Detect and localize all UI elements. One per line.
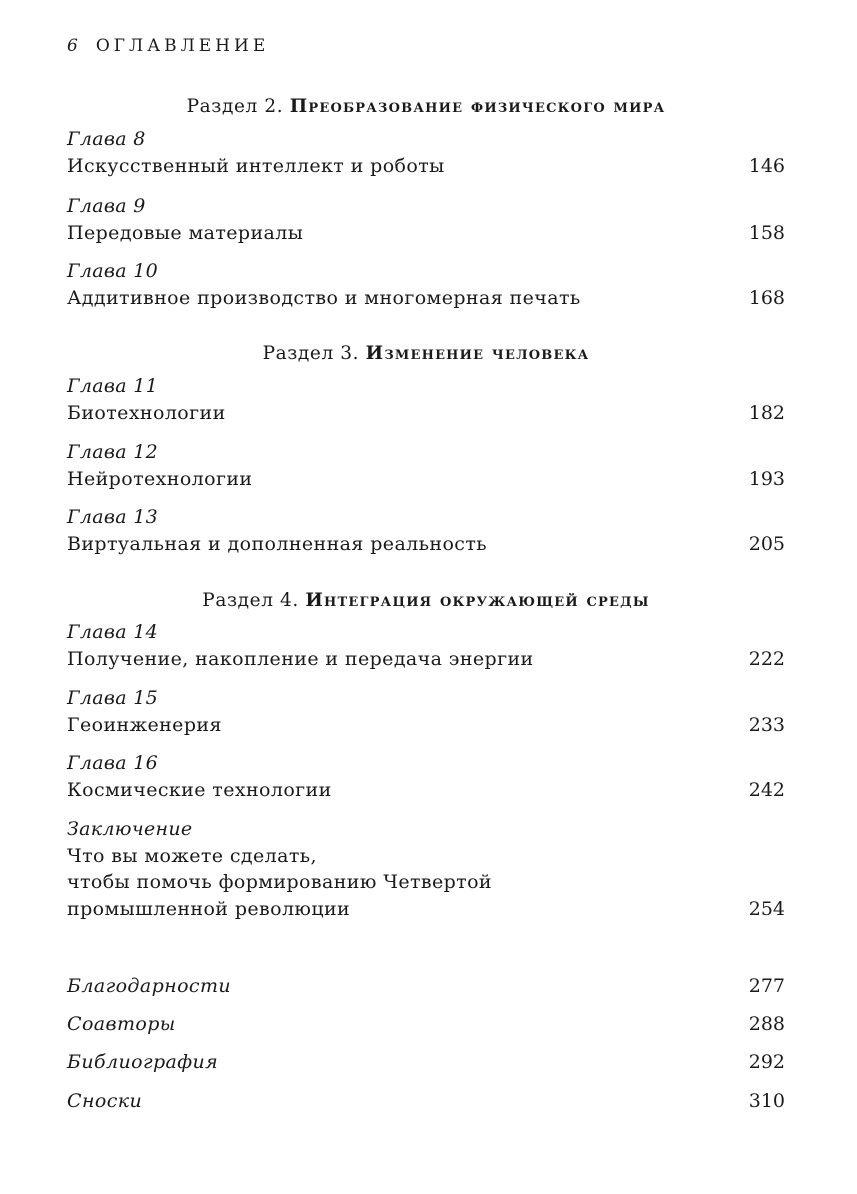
back-matter-title: Соавторы [67,1013,176,1035]
chapter-title: Нейротехнологии [67,468,253,490]
chapter-page-number: 146 [748,155,785,177]
chapter-title: Геоинженерия [67,714,222,736]
section-title: Интеграция окружающей среды [305,590,650,611]
chapter-page-number: 158 [748,222,785,244]
section-heading [67,590,785,611]
back-matter-title: Сноски [67,1090,143,1112]
chapter-title: Аддитивное производство и многомерная печать [67,287,581,309]
chapter-page-number: 205 [748,533,785,555]
section-label: Раздел 3. [262,343,366,364]
section-heading [67,96,785,117]
section-label: Раздел 4. [202,590,306,611]
page-number: 6 [67,36,78,56]
chapter-title: Получение, накопление и передача энергии [67,648,534,670]
section-label: Раздел 2. [186,96,290,117]
chapter-title: Космические технологии [67,779,332,801]
chapter-title: Передовые материалы [67,222,304,244]
chapter-title: Биотехнологии [67,402,226,424]
section-title: Преобразование физического мира [289,96,666,117]
back-matter-page-number: 310 [748,1090,785,1112]
conclusion-page-number: 254 [748,898,785,920]
section-heading [67,343,785,364]
back-matter-page-number: 277 [748,975,785,997]
back-matter-title: Библиография [67,1051,219,1073]
chapter-page-number: 242 [748,779,785,801]
chapter-page-number: 168 [748,287,785,309]
conclusion-title-line: промышленной революции [67,898,351,920]
back-matter-page-number: 292 [748,1051,785,1073]
chapter-label: Глава 16 [67,752,159,774]
chapter-title: Виртуальная и дополненная реальность [67,533,487,555]
running-head-title: ОГЛАВЛЕНИЕ [95,36,270,56]
chapter-label: Глава 15 [67,687,159,709]
chapter-page-number: 233 [748,714,785,736]
chapter-label: Глава 13 [67,506,159,528]
chapter-label: Глава 11 [67,375,159,397]
back-matter-page-number: 288 [748,1013,785,1035]
back-matter-title: Благодарности [67,975,232,997]
section-title: Изменение человека [365,343,590,364]
chapter-label: Глава 10 [67,260,159,282]
chapter-label: Глава 14 [67,621,159,643]
chapter-title: Искусственный интеллект и роботы [67,155,445,177]
chapter-label: Глава 9 [67,195,146,217]
conclusion-title-line: Что вы можете сделать, [67,845,317,867]
chapter-label: Глава 12 [67,441,159,463]
chapter-label: Глава 8 [67,128,146,150]
conclusion-label: Заключение [67,818,193,840]
chapter-page-number: 193 [748,468,785,490]
chapter-page-number: 182 [748,402,785,424]
chapter-page-number: 222 [748,648,785,670]
running-head [67,36,269,56]
conclusion-title-line: чтобы помочь формированию Четвертой [67,871,492,893]
